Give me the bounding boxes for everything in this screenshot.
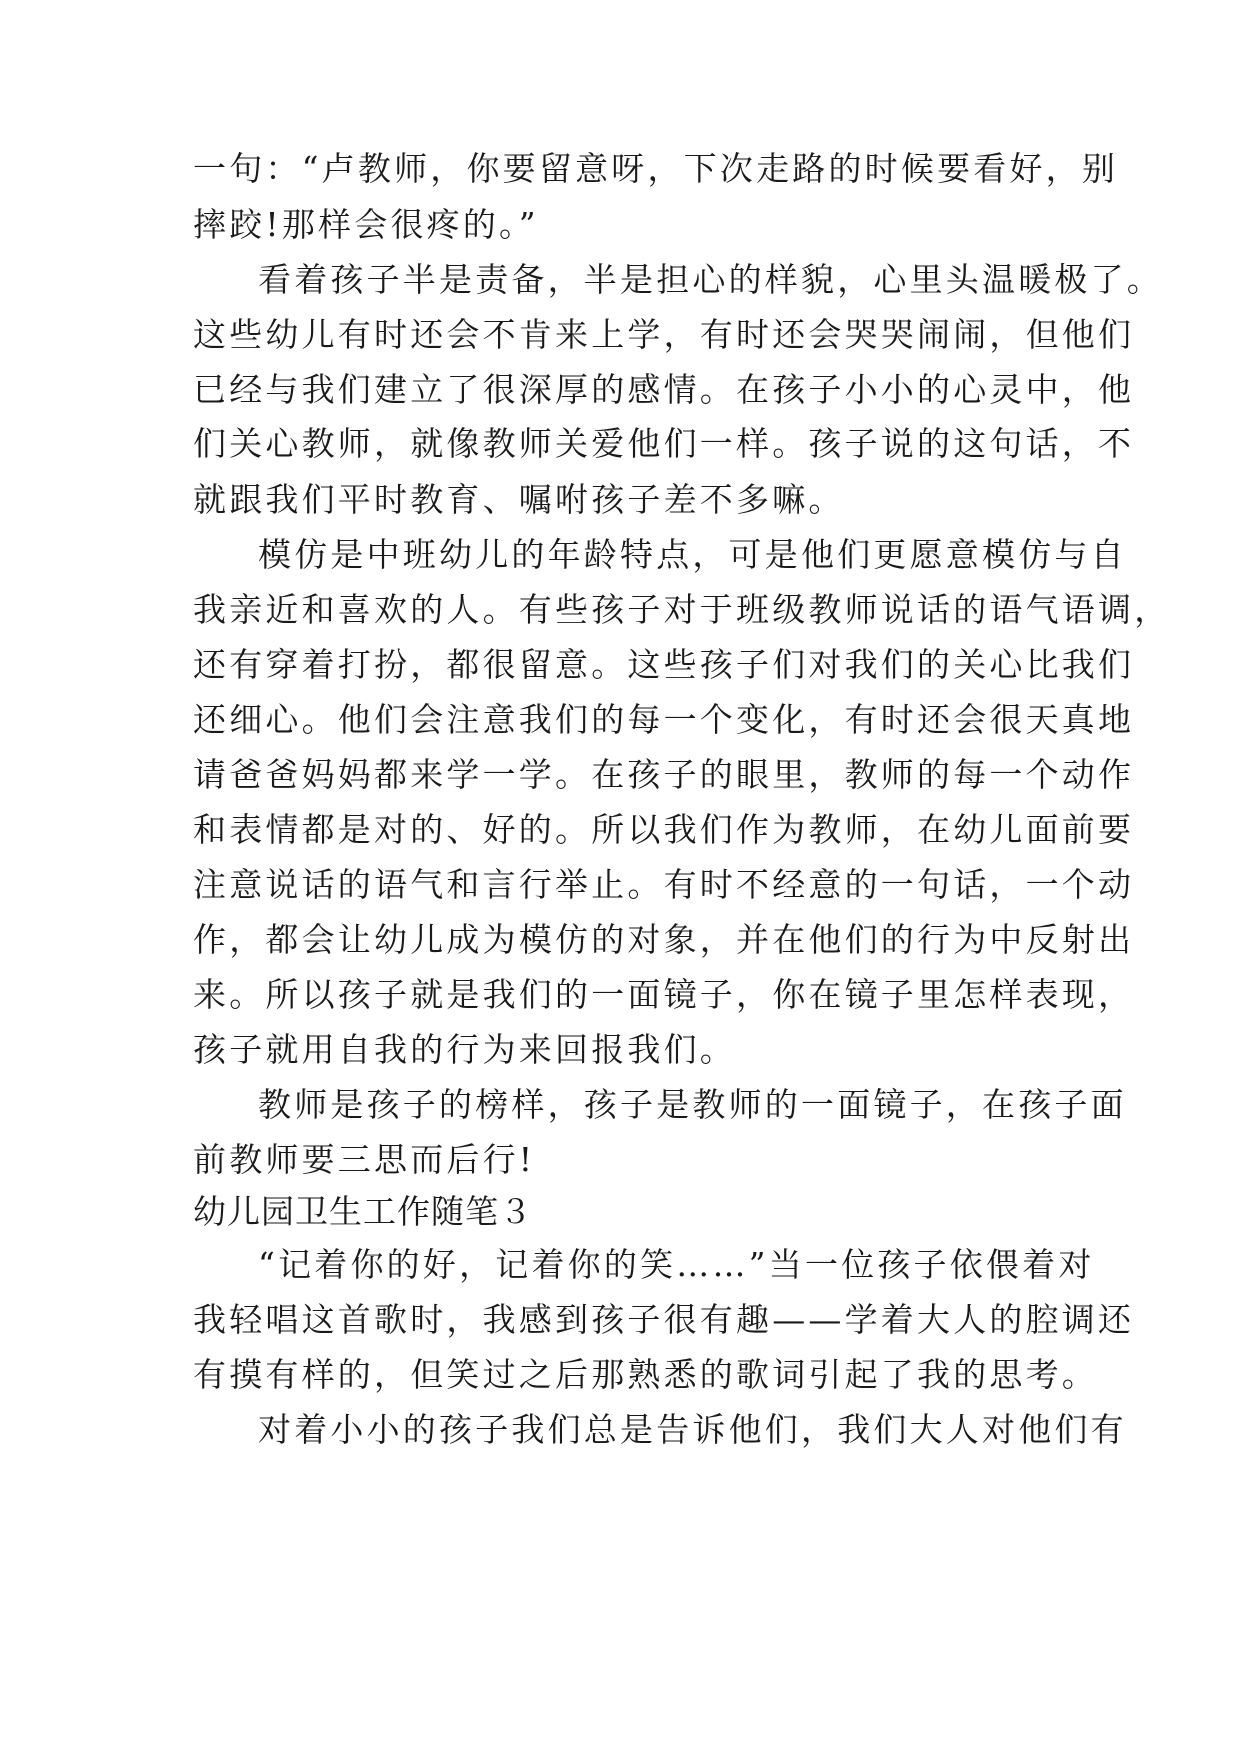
paragraph-first-line: 模仿是中班幼儿的年龄特点，可是他们更愿意模仿与自 — [258, 535, 1127, 574]
text-line: 还有穿着打扮，都很留意。这些孩子们对我们的关心比我们 — [193, 645, 1135, 684]
text-line: 一句：“卢教师，你要留意呀，下次走路的时候要看好，别 — [193, 149, 1119, 188]
text-line: 们关心教师，就像教师关爱他们一样。孩子说的这句话，不 — [193, 424, 1135, 463]
text-line: 和表情都是对的、好的。所以我们作为教师，在幼儿面前要 — [193, 810, 1135, 849]
text-line: 这些幼儿有时还会不肯来上学，有时还会哭哭闹闹，但他们 — [193, 315, 1135, 354]
text-line: 前教师要三思而后行! — [193, 1140, 536, 1179]
text-line: 我轻唱这首歌时，我感到孩子很有趣——学着大人的腔调还 — [193, 1300, 1135, 1339]
paragraph-first-line: 对着小小的孩子我们总是告诉他们，我们大人对他们有 — [258, 1410, 1127, 1449]
section-heading: 幼儿园卫生工作随笔３ — [193, 1192, 533, 1231]
text-line: 我亲近和喜欢的人。有些孩子对于班级教师说话的语气语调， — [193, 590, 1171, 629]
text-line: 来。所以孩子就是我们的一面镜子，你在镜子里怎样表现， — [193, 975, 1135, 1014]
text-line: 请爸爸妈妈都来学一学。在孩子的眼里，教师的每一个动作 — [193, 755, 1135, 794]
text-line: 注意说话的语气和言行举止。有时不经意的一句话，一个动 — [193, 865, 1135, 904]
text-line: 就跟我们平时教育、嘱咐孩子差不多嘛。 — [193, 480, 845, 519]
paragraph-first-line: 教师是孩子的榜样，孩子是教师的一面镜子，在孩子面 — [258, 1085, 1127, 1124]
paragraph-first-line: 看着孩子半是责备，半是担心的样貌，心里头温暖极了。 — [258, 260, 1163, 299]
text-line: 有摸有样的，但笑过之后那熟悉的歌词引起了我的思考。 — [193, 1355, 1098, 1394]
text-line: 已经与我们建立了很深厚的感情。在孩子小小的心灵中，他 — [193, 370, 1135, 409]
paragraph-first-line: “记着你的好，记着你的笑……”当一位孩子依偎着对 — [258, 1245, 1095, 1284]
text-line: 作，都会让幼儿成为模仿的对象，并在他们的行为中反射出 — [193, 920, 1135, 959]
text-line: 摔跤!那样会很疼的。” — [193, 205, 539, 244]
text-line: 还细心。他们会注意我们的每一个变化，有时还会很天真地 — [193, 700, 1135, 739]
text-line: 孩子就用自我的行为来回报我们。 — [193, 1030, 736, 1069]
